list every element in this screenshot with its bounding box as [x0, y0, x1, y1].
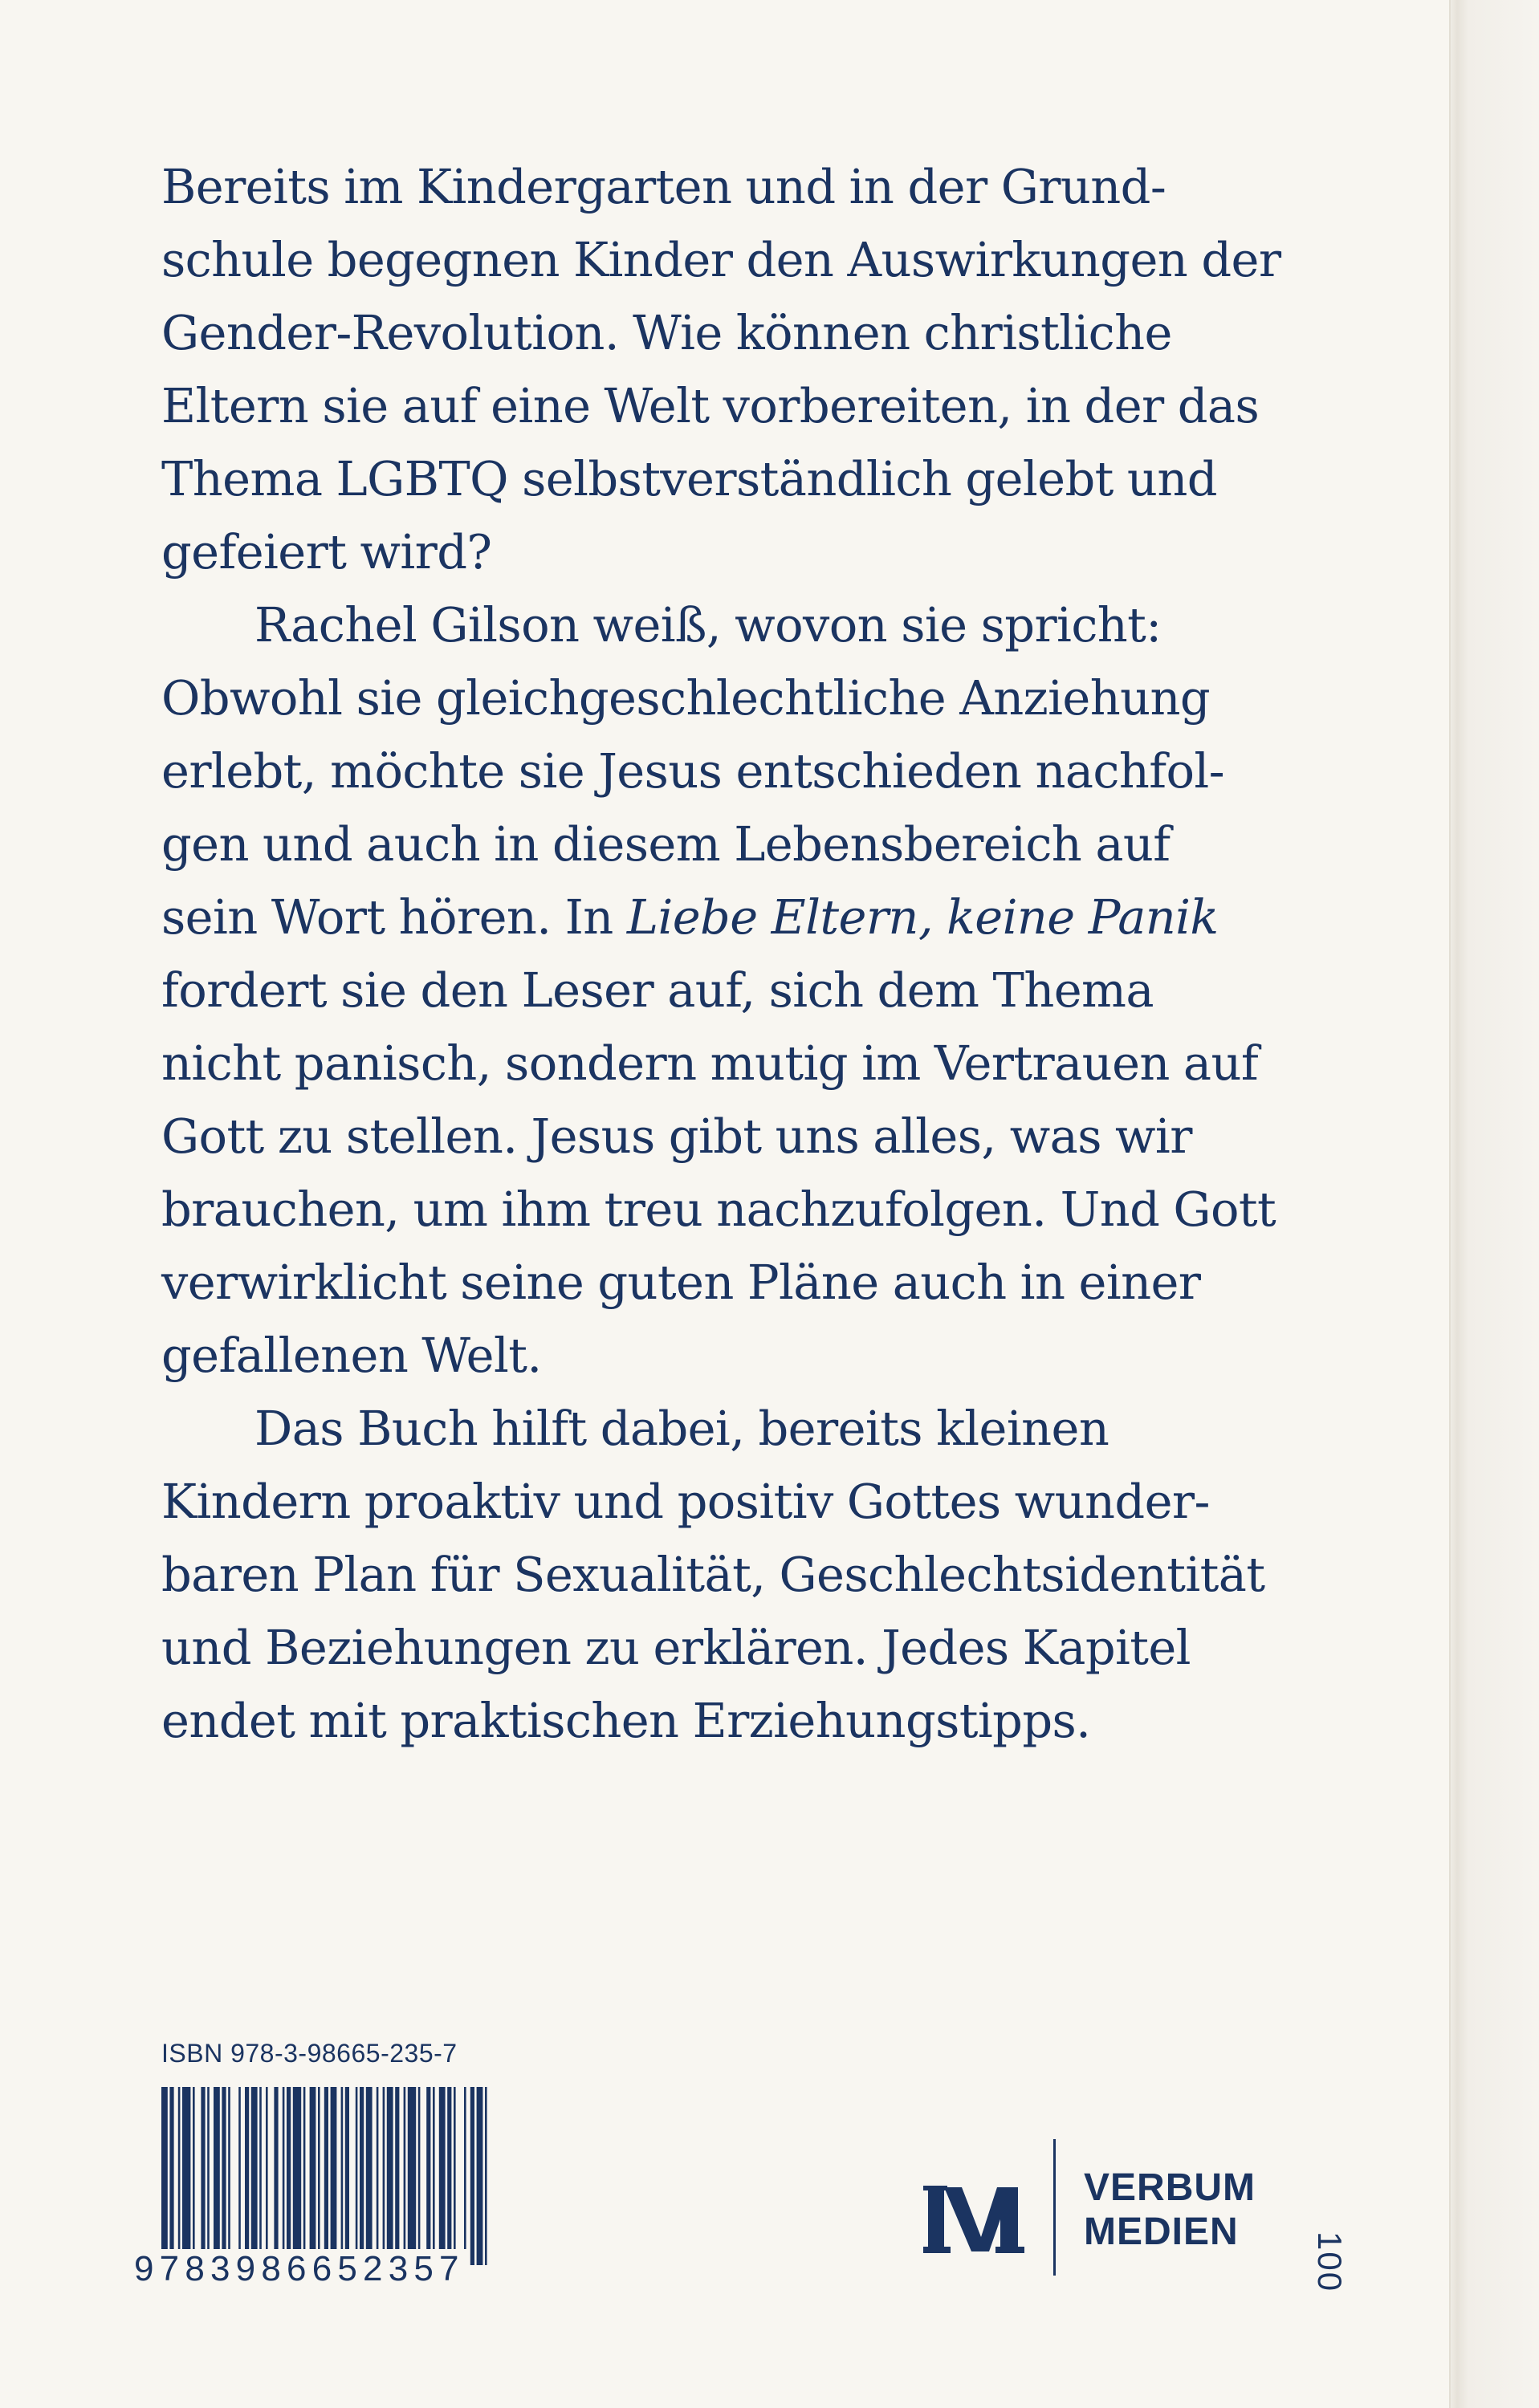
- barcode-bar: [283, 2087, 285, 2265]
- publisher-divider: [1053, 2139, 1056, 2276]
- blurb-line: Kindern proaktiv und positiv Gottes wunder-: [161, 1474, 1210, 1529]
- barcode-bar: [238, 2087, 241, 2265]
- barcode-bar: [318, 2087, 320, 2265]
- publisher-name-line-1: VERBUM: [1084, 2166, 1256, 2209]
- barcode-bar: [303, 2087, 306, 2265]
- barcode-bar: [324, 2087, 328, 2265]
- barcode-bar: [293, 2087, 301, 2265]
- blurb-line: und Beziehungen zu erklären. Jedes Kapitel: [161, 1620, 1191, 1675]
- verbum-medien-logo-icon: [923, 2178, 1028, 2258]
- barcode-bar: [404, 2087, 406, 2265]
- blurb-paragraph-2: [161, 588, 1285, 1392]
- publisher-name: [1084, 2166, 1256, 2254]
- barcode-digits: 9783986652357: [131, 2249, 468, 2289]
- barcode-bar: [245, 2087, 249, 2265]
- barcode-bar: [470, 2087, 474, 2265]
- blurb-line: gefallenen Welt.: [161, 1328, 542, 1383]
- barcode-bar: [259, 2087, 262, 2265]
- publisher-mark: [923, 2139, 1268, 2276]
- blurb-line-start: sein Wort hören. In: [161, 889, 627, 945]
- barcode-bar: [454, 2087, 456, 2265]
- page-number: 100: [1311, 2231, 1349, 2293]
- barcode-bar: [274, 2087, 278, 2265]
- blurb-line: verwirklicht seine guten Pläne auch in einer: [161, 1255, 1201, 1310]
- barcode-bar: [201, 2087, 205, 2265]
- barcode-bar: [418, 2087, 421, 2265]
- blurb-line: Eltern sie auf eine Welt vorbereiten, in der das: [161, 378, 1260, 433]
- barcode-bar: [408, 2087, 416, 2265]
- barcode-bar: [331, 2087, 337, 2265]
- spine-shade: [1451, 0, 1539, 2408]
- blurb-line: schule begegnen Kinder den Auswirkungen der: [161, 232, 1281, 287]
- barcode-bar: [345, 2087, 349, 2265]
- barcode-bar: [485, 2087, 487, 2265]
- blurb-line: erlebt, möchte sie Jesus entschieden nachfol-: [161, 743, 1225, 799]
- barcode-bar: [182, 2087, 190, 2265]
- barcode-bar: [161, 2087, 168, 2265]
- book-title-italic: Liebe Eltern, keine Panik: [626, 889, 1219, 945]
- barcode-bar: [214, 2087, 220, 2265]
- blurb-line: Thema LGBTQ selbstverständlich gelebt und: [161, 451, 1217, 506]
- barcode-bar: [222, 2087, 226, 2265]
- barcode-bar: [228, 2087, 230, 2265]
- blurb-line: nicht panisch, sondern mutig im Vertrauen auf: [161, 1035, 1259, 1091]
- barcode-bar: [395, 2087, 399, 2265]
- barcode-bar: [447, 2087, 451, 2265]
- barcode-bar: [178, 2087, 181, 2265]
- barcode-bar: [426, 2087, 430, 2265]
- blurb-text: [161, 150, 1285, 1757]
- barcode-bar: [310, 2087, 316, 2265]
- blurb-paragraph-1: [161, 150, 1285, 588]
- barcode-bar: [360, 2087, 364, 2265]
- blurb-line: gen und auch in diesem Lebensbereich auf: [161, 816, 1171, 872]
- barcode-bar: [383, 2087, 385, 2265]
- barcode-bar: [433, 2087, 435, 2265]
- barcode-bar: [169, 2087, 173, 2265]
- barcode-bar: [266, 2087, 268, 2265]
- blurb-line: Das Buch hilft dabei, bereits kleinen: [254, 1401, 1109, 1456]
- barcode: [161, 2087, 491, 2265]
- barcode-bar: [366, 2087, 373, 2265]
- blurb-paragraph-3: [161, 1392, 1285, 1757]
- blurb-line: endet mit praktischen Erziehungstipps.: [161, 1693, 1091, 1748]
- barcode-bar: [439, 2087, 446, 2265]
- blurb-line: Obwohl sie gleichgeschlechtliche Anziehung: [161, 670, 1211, 726]
- blurb-line: gefeiert wird?: [161, 524, 492, 580]
- blurb-line: Gender-Revolution. Wie können christliche: [161, 305, 1172, 360]
- barcode-bar: [207, 2087, 210, 2265]
- blurb-line: baren Plan für Sexualität, Geschlechtsidentität: [161, 1547, 1265, 1602]
- barcode-bar: [251, 2087, 258, 2265]
- blurb-line: [161, 881, 1285, 954]
- isbn-label: ISBN 978-3-98665-235-7: [161, 2039, 458, 2068]
- blurb-line: brauchen, um ihm treu nachzufolgen. Und Gott: [161, 1182, 1276, 1237]
- blurb-line: Bereits im Kindergarten und in der Grund-: [161, 159, 1166, 214]
- barcode-bar: [193, 2087, 195, 2265]
- barcode-bar: [387, 2087, 393, 2265]
- barcode-bar: [287, 2087, 291, 2265]
- blurb-line: Rachel Gilson weiß, wovon sie spricht:: [254, 597, 1162, 653]
- blurb-line: Gott zu stellen. Jesus gibt uns alles, was wir: [161, 1108, 1192, 1164]
- barcode-bar: [341, 2087, 344, 2265]
- blurb-line: fordert sie den Leser auf, sich dem Thema: [161, 962, 1154, 1018]
- barcode-bar: [356, 2087, 358, 2265]
- barcode-bar: [377, 2087, 379, 2265]
- barcode-bar: [477, 2087, 483, 2265]
- barcode-bar: [464, 2087, 466, 2265]
- publisher-name-line-2: MEDIEN: [1084, 2211, 1239, 2253]
